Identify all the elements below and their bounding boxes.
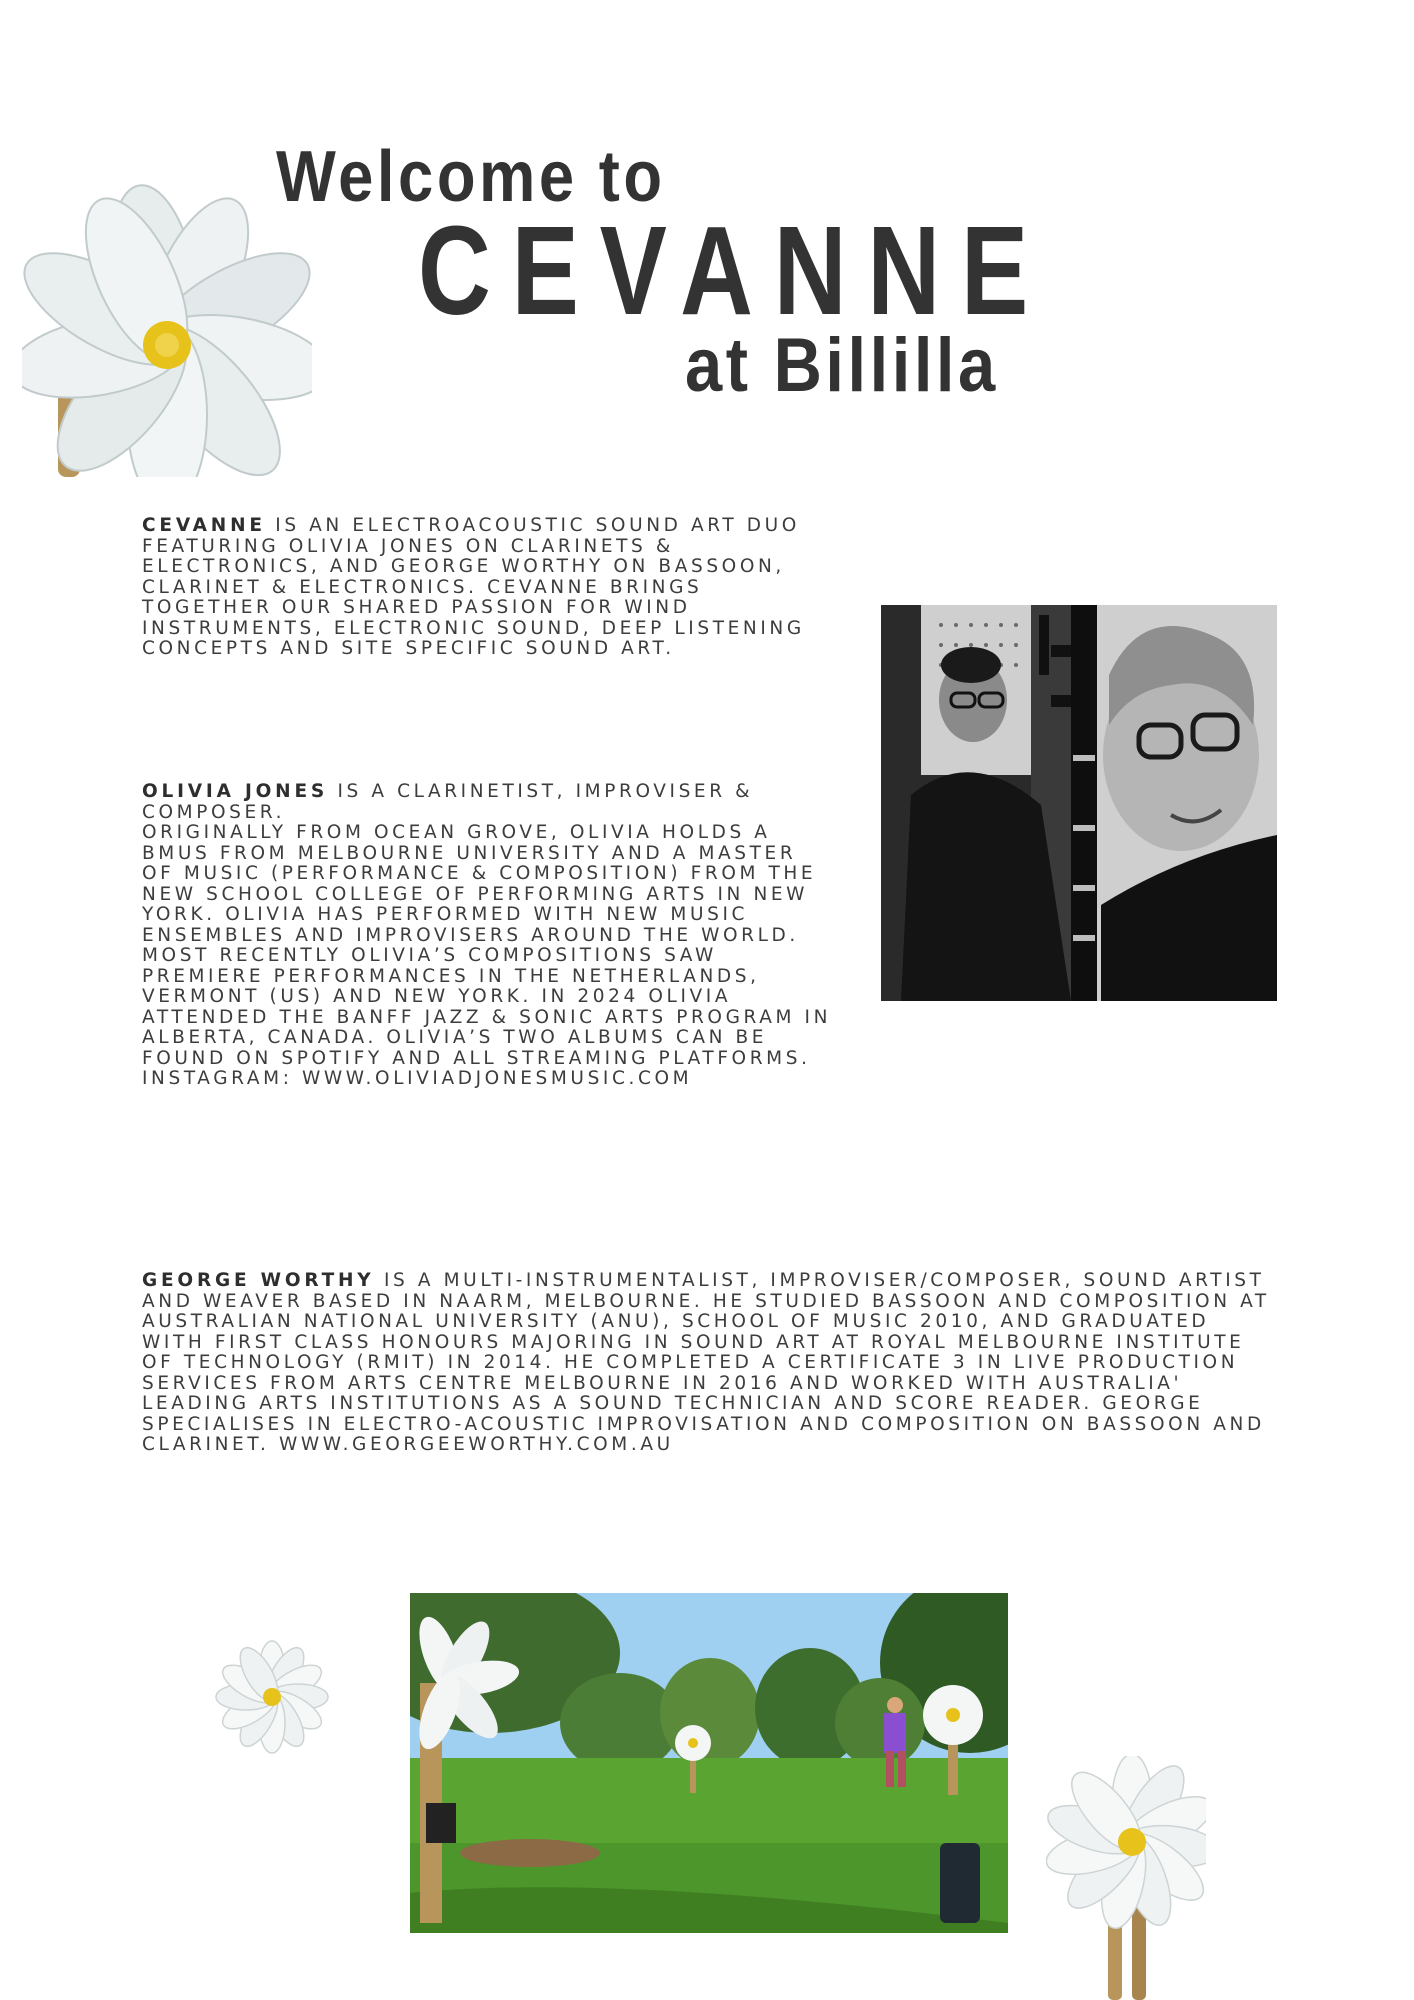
intro-name: CEVANNE <box>142 515 266 536</box>
flower-sculpture-right-image <box>1046 1756 1206 2000</box>
welcome-heading: Welcome to <box>276 137 666 217</box>
duo-portrait-image <box>881 605 1277 1001</box>
flower-sculpture-top-image <box>22 155 312 477</box>
flower-sculpture-left-image <box>213 1638 331 1756</box>
olivia-intro <box>142 782 832 823</box>
george-name: GEORGE WORTHY <box>142 1270 375 1291</box>
cevanne-heading: CEVANNE <box>418 200 1049 341</box>
george-bio-text: IS A MULTI-INSTRUMENTALIST, IMPROVISER/COMPOSER, SOUND ARTIST AND WEAVER BASED IN NAARM, MELBOURNE. HE STUDIED BASSOON AND COMPOSITION AT AUSTRALIAN NATIONAL UNIVERSITY (ANU), SCHOOL OF MUSIC 2010, AND GRADUATED WITH FIRST CLASS HONOURS MAJORING IN SOUND ART AT ROYAL MELBOURNE INSTITUTE OF TECHNOLOGY (RMIT) IN 2014. HE COMPLETED A CERTIFICATE 3 IN LIVE PRODUCTION SERVICES FROM ARTS CENTRE MELBOURNE IN 2016 AND WORKED WITH AUSTRALIA' LEADING ARTS INSTITUTIONS AS A SOUND TECHNICIAN AND SCORE READER. GEORGE SPECIALISES IN ELECTRO-ACOUSTIC IMPROVISATION AND COMPOSITION ON BASSOON AND CLARINET. WWW.GEORGEEWORTHY.COM.AU <box>142 1270 1270 1455</box>
intro-paragraph <box>142 516 822 660</box>
george-bio <box>142 1271 1272 1456</box>
olivia-instagram[interactable]: INSTAGRAM: WWW.OLIVIADJONESMUSIC.COM <box>142 1068 693 1089</box>
olivia-bio <box>142 782 832 1090</box>
venue-heading: at Billilla <box>685 323 999 408</box>
olivia-name: OLIVIA JONES <box>142 781 329 802</box>
olivia-bio-text: ORIGINALLY FROM OCEAN GROVE, OLIVIA HOLDS A BMUS FROM MELBOURNE UNIVERSITY AND A MASTER OF MUSIC (PERFORMANCE & COMPOSITION) FROM THE NEW SCHOOL COLLEGE OF PERFORMING ARTS IN NEW YORK. OLIVIA HAS PERFORMED WITH NEW MUSIC ENSEMBLES AND IMPROVISERS AROUND THE WORLD. MOST RECENTLY OLIVIA’S COMPOSITIONS SAW PREMIERE PERFORMANCES IN THE NETHERLANDS, VERMONT (US) AND NEW YORK. IN 2024 OLIVIA ATTENDED THE BANFF JAZZ & SONIC ARTS PROGRAM IN ALBERTA, CANADA. OLIVIA’S TWO ALBUMS CAN BE FOUND ON SPOTIFY AND ALL STREAMING PLATFORMS. <box>142 822 832 1069</box>
intro-text: IS AN ELECTROACOUSTIC SOUND ART DUO FEATURING OLIVIA JONES ON CLARINETS & ELECTRONICS, AND GEORGE WORTHY ON BASSOON, CLARINET & ELECTRONICS. CEVANNE BRINGS TOGETHER OUR SHARED PASSION FOR WIND INSTRUMENTS, ELECTRONIC SOUND, DEEP LISTENING CONCEPTS AND SITE SPECIFIC SOUND ART. <box>142 515 805 659</box>
garden-performance-image <box>410 1593 1008 1933</box>
olivia-role: IS A CLARINETIST, IMPROVISER & COMPOSER. <box>142 781 754 823</box>
